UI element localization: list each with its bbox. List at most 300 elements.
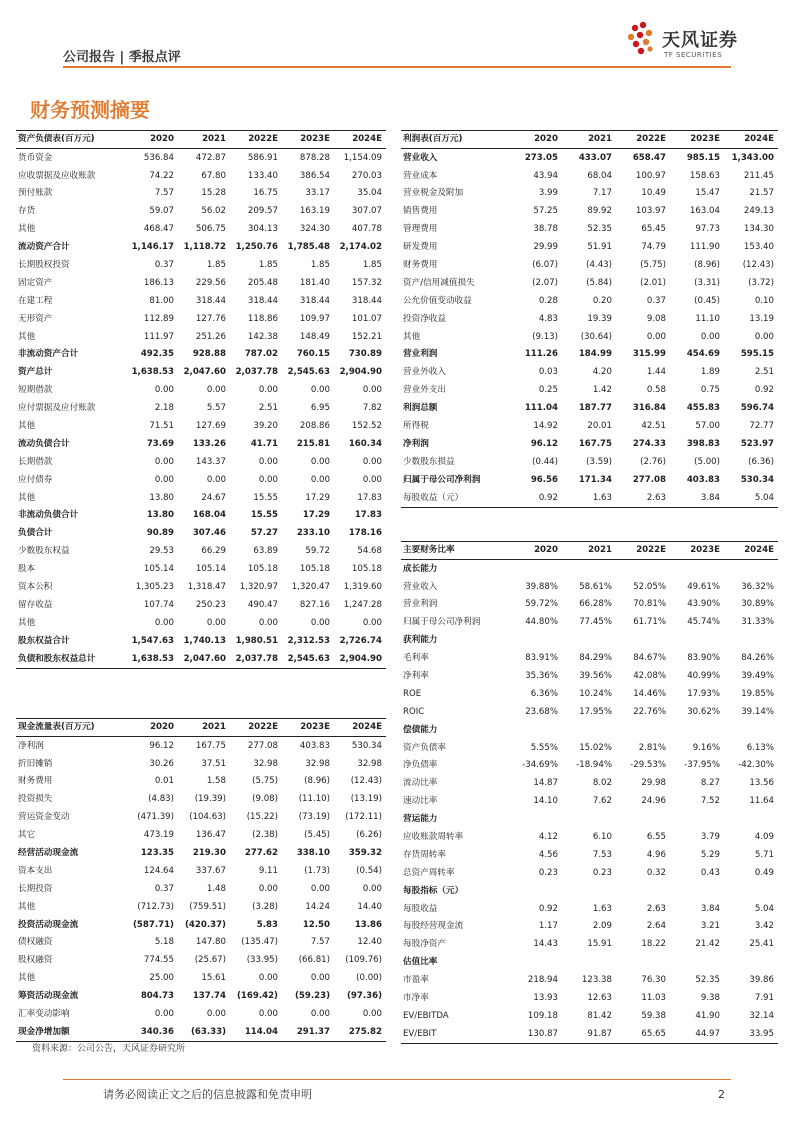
cell-value: 2,312.53 (287, 635, 330, 646)
table-row (16, 755, 386, 773)
table-row (16, 525, 386, 543)
row-label: 偿债能力 (403, 724, 438, 735)
row-label: 投资净收益 (403, 313, 446, 324)
cell-value: 0.00 (206, 1009, 226, 1019)
cell-value: 0.28 (538, 295, 558, 306)
cell-value: 3.42 (754, 921, 774, 932)
cell-value: 10.49 (641, 188, 666, 199)
table-row (401, 632, 778, 650)
cell-value: 8.02 (592, 778, 612, 789)
cell-value: 0.25 (538, 385, 558, 396)
cell-value: 25.41 (749, 939, 774, 950)
cell-value: 1.42 (592, 385, 612, 396)
row-label: 市盈率 (403, 975, 429, 986)
cell-value: 59.72 (305, 546, 330, 557)
table-row (401, 882, 778, 900)
cell-value (616, 810, 670, 828)
cell-value: 178.16 (348, 528, 382, 539)
cell-value: 171.34 (578, 474, 612, 485)
cell-value: 0.00 (154, 385, 174, 396)
row-label: 流动负债合计 (18, 438, 70, 449)
cell-value: 1.63 (562, 489, 616, 507)
cell-value: 1,785.48 (287, 242, 330, 253)
table-row (16, 880, 386, 898)
cell-value: 0.75 (700, 385, 720, 396)
row-label: 销售费用 (403, 206, 438, 217)
cell-value: 0.92 (508, 489, 562, 507)
cell-value: 43.90% (687, 599, 720, 610)
table-row (16, 507, 386, 525)
cell-value: 111.97 (143, 331, 174, 342)
cell-value: 15.47 (695, 188, 720, 199)
row-label: 投资损失 (18, 794, 53, 805)
cell-value: 137.74 (192, 991, 226, 1002)
table-row (401, 203, 778, 221)
column-header: 2020 (126, 719, 178, 737)
cell-value: 0.00 (362, 617, 382, 628)
cell-value: 152.21 (351, 331, 382, 342)
cell-value: 73.69 (146, 438, 174, 449)
cell-value (562, 632, 616, 650)
cell-value: (2.38) (252, 830, 278, 841)
cell-value: 49.61% (687, 581, 720, 592)
cell-value: 17.83 (354, 510, 382, 521)
cell-value: 124.64 (143, 865, 174, 876)
cell-value: 307.07 (351, 206, 382, 217)
cell-value: 184.99 (578, 349, 612, 360)
cell-value: 59.38 (641, 1010, 666, 1021)
cell-value: 304.13 (247, 224, 278, 235)
cell-value: 0.32 (646, 867, 666, 878)
table-row (16, 844, 386, 862)
column-header: 2022E (230, 719, 282, 737)
table-row (401, 382, 778, 400)
cell-value (562, 560, 616, 578)
table-row (16, 614, 386, 632)
cell-value: 35.04 (357, 188, 382, 199)
cell-value: 586.91 (247, 152, 278, 163)
cell-value: 1,740.13 (183, 635, 226, 646)
row-label: 营业成本 (403, 170, 438, 181)
cell-value: 4.20 (592, 367, 612, 378)
cell-value: 273.05 (524, 152, 558, 163)
cell-value: 15.55 (250, 510, 278, 521)
table-header-row (401, 542, 778, 560)
cell-value: 7.53 (592, 849, 612, 860)
cell-value: 97.73 (695, 224, 720, 235)
cell-value: 29.98 (641, 778, 666, 789)
cell-value: 324.30 (299, 224, 330, 235)
cell-value: 112.89 (143, 313, 174, 324)
cell-value (562, 721, 616, 739)
cell-value: 0.00 (258, 385, 278, 396)
cell-value (670, 560, 724, 578)
cell-value: 0.00 (258, 1009, 278, 1019)
row-label: 负债合计 (18, 528, 53, 539)
cell-value: 0.00 (310, 456, 330, 467)
cell-value: 0.00 (362, 385, 382, 396)
table-row (16, 791, 386, 809)
cell-value: 14.24 (305, 901, 330, 912)
cell-value: 7.62 (592, 796, 612, 807)
cell-value: 403.83 (686, 474, 720, 485)
row-label: 其他 (18, 901, 36, 912)
row-label: 长期股权投资 (18, 259, 70, 270)
cell-value: 89.92 (587, 206, 612, 217)
cell-value: 39.49% (741, 670, 774, 681)
footer-divider (63, 1079, 731, 1080)
cell-value: 270.03 (351, 170, 382, 181)
cell-value: (759.51) (189, 901, 226, 912)
table-row (16, 632, 386, 650)
cell-value: (2.76) (640, 456, 666, 467)
table-row (16, 934, 386, 952)
cell-value: 17.95% (579, 706, 612, 717)
source-note: 资料来源：公司公告，天风证券研究所 (32, 1044, 186, 1054)
row-label: EV/EBITDA (403, 1010, 449, 1021)
cell-value: (3.28) (252, 901, 278, 912)
table-row (16, 543, 386, 561)
cell-value: 25.00 (149, 973, 174, 984)
cell-value: 2,037.78 (235, 367, 278, 378)
cell-value: 1,547.63 (131, 635, 174, 646)
cell-value: 229.56 (195, 277, 226, 288)
cell-value: 9.08 (646, 313, 666, 324)
cell-value: 1,343.00 (731, 152, 774, 163)
cell-value: 1,247.28 (343, 599, 382, 610)
cell-value (508, 882, 562, 900)
row-label: 每股收益（元） (401, 489, 508, 507)
cell-value: 56.02 (201, 206, 226, 217)
table-row (16, 560, 386, 578)
cell-value: 1,638.53 (131, 367, 174, 378)
cell-value: 14.46% (633, 688, 666, 699)
cell-value: 105.14 (143, 564, 174, 575)
cell-value: 123.38 (581, 975, 612, 986)
column-header: 2023E (670, 542, 724, 560)
cell-value: 134.30 (743, 224, 774, 235)
cell-value: 15.61 (201, 973, 226, 984)
column-header: 2024E (724, 131, 778, 149)
cell-value: 96.12 (149, 740, 174, 751)
cell-value: 39.56% (579, 670, 612, 681)
cell-value: 163.19 (299, 206, 330, 217)
row-label: 研发费用 (403, 242, 438, 253)
cell-value: 1.63 (592, 903, 612, 914)
cell-value: 12.50 (302, 919, 330, 930)
cell-value: 11.03 (641, 993, 666, 1004)
cell-value: 1,320.97 (239, 582, 278, 593)
cell-value: 5.71 (754, 849, 774, 860)
cell-value: 1.44 (646, 367, 666, 378)
cell-value: 96.56 (530, 474, 558, 485)
cell-value (670, 721, 724, 739)
cell-value: 0.00 (258, 474, 278, 485)
row-label: 其他 (18, 421, 36, 431)
cell-value: 63.89 (253, 546, 278, 557)
cell-value: (73.19) (298, 812, 330, 823)
cell-value: 103.97 (635, 206, 666, 217)
cell-value: 233.10 (296, 528, 330, 539)
cell-value: 6.10 (592, 832, 612, 842)
cell-value: 38.78 (533, 224, 558, 235)
cell-value: 1,305.23 (135, 582, 174, 593)
cell-value: 32.98 (305, 758, 330, 769)
cell-value: 148.49 (299, 331, 330, 342)
cell-value: 0.00 (310, 385, 330, 396)
row-label: 每股指标（元） (403, 885, 464, 896)
cell-value: 506.75 (195, 224, 226, 235)
cell-value: 0.00 (258, 973, 278, 984)
cell-value: 11.64 (749, 796, 774, 807)
row-label: 折旧摊销 (18, 758, 53, 769)
table-row (401, 793, 778, 811)
row-label: 净利润 (403, 438, 429, 449)
row-label: 股本 (18, 564, 36, 575)
cell-value: 29.99 (533, 242, 558, 253)
cell-value: 42.51 (641, 421, 666, 431)
cell-value: 39.88% (525, 581, 558, 592)
cell-value: 928.88 (192, 349, 226, 360)
balance-sheet-table (16, 130, 386, 669)
row-label: 无形资产 (18, 313, 53, 324)
cell-value: 2,545.63 (282, 650, 334, 668)
cell-value: 17.29 (302, 510, 330, 521)
table-row (16, 346, 386, 364)
cell-value: 57.25 (533, 206, 558, 217)
row-label: 其他 (18, 224, 36, 235)
cell-value: 0.92 (754, 385, 774, 396)
cell-value: 804.73 (140, 991, 174, 1002)
table-row (401, 274, 778, 292)
cell-value: 1.17 (538, 921, 558, 932)
cell-value (616, 721, 670, 739)
cell-value: (12.43) (350, 776, 382, 787)
cell-value (724, 882, 778, 900)
financial-ratios-table (401, 541, 778, 1044)
cell-value: 84.67% (633, 653, 666, 664)
cell-value: 36.32% (741, 581, 774, 592)
cell-value: 127.76 (195, 313, 226, 324)
row-label: 归属于母公司净利润 (403, 617, 481, 628)
cell-value: 4.96 (646, 849, 666, 860)
cell-value: 114.04 (230, 1023, 282, 1041)
table-row (401, 292, 778, 310)
cell-value: 23.68% (525, 706, 558, 717)
cell-value: 0.00 (206, 474, 226, 485)
table-row (401, 614, 778, 632)
row-label: 市净率 (403, 993, 429, 1004)
table-row (16, 1005, 386, 1023)
cell-value: (0.45) (694, 295, 720, 306)
cell-value: 0.00 (362, 1009, 382, 1019)
cell-value (670, 810, 724, 828)
cell-value: 90.89 (146, 528, 174, 539)
cell-value: (587.71) (132, 919, 174, 930)
cell-value: 433.07 (578, 152, 612, 163)
cell-value: 730.89 (348, 349, 382, 360)
table-row (16, 399, 386, 417)
table-row (16, 221, 386, 239)
cell-value: 10.24% (579, 688, 612, 699)
row-label: 少数股东权益 (18, 546, 70, 557)
table-row (401, 828, 778, 846)
cell-value: 398.83 (686, 438, 720, 449)
table-row (16, 292, 386, 310)
cell-value: 6.36% (530, 688, 558, 699)
cell-value: 13.93 (533, 993, 558, 1004)
cell-value: 0.23 (592, 867, 612, 878)
row-label: 资本支出 (18, 865, 53, 876)
cell-value: 5.04 (724, 489, 778, 507)
cell-value (724, 954, 778, 972)
cell-value: 111.04 (524, 403, 558, 414)
cell-value: 1.85 (258, 259, 278, 270)
column-header: 2022E (230, 131, 282, 149)
cell-value: 0.00 (154, 474, 174, 485)
table-row (16, 809, 386, 827)
cell-value: 0.23 (538, 867, 558, 878)
cell-value: 59.07 (149, 206, 174, 217)
cell-value: 490.47 (247, 599, 278, 610)
cell-value: (712.73) (137, 901, 174, 912)
cell-value: 2.09 (592, 921, 612, 932)
cell-value: (172.11) (345, 812, 382, 823)
cell-value: 17.29 (305, 492, 330, 503)
table-row (16, 596, 386, 614)
row-label: 长期投资 (18, 883, 53, 894)
cell-value: (169.42) (236, 991, 278, 1002)
table-row (401, 864, 778, 882)
row-label: 留存收益 (18, 599, 53, 610)
table-row (16, 203, 386, 221)
cell-value: 0.00 (310, 973, 330, 984)
cell-value: 9.16% (692, 742, 720, 753)
cell-value: 5.29 (700, 849, 720, 860)
row-label: 长期借款 (18, 456, 53, 467)
cell-value: 5.83 (256, 919, 278, 930)
table-row (16, 256, 386, 274)
cell-value: 455.83 (686, 403, 720, 414)
cell-value: 291.37 (282, 1023, 334, 1041)
table-row (401, 578, 778, 596)
cell-value: 318.44 (247, 295, 278, 306)
table-row (16, 238, 386, 256)
cell-value: 101.07 (351, 313, 382, 324)
cell-value: 3.21 (700, 921, 720, 932)
cell-value: 827.16 (299, 599, 330, 610)
cell-value: 133.26 (192, 438, 226, 449)
cell-value: 51.91 (587, 242, 612, 253)
cell-value: 0.00 (310, 883, 330, 894)
row-label: 财务费用 (18, 776, 53, 787)
cell-value: 277.62 (244, 847, 278, 858)
cell-value: 13.19 (749, 313, 774, 324)
cell-value: 15.55 (253, 492, 278, 503)
row-label: 公允价值变动收益 (403, 295, 472, 306)
cell-value: 13.56 (749, 778, 774, 789)
table-row (401, 739, 778, 757)
table-row (401, 936, 778, 954)
cell-value: 109.97 (299, 313, 330, 324)
cell-value: (13.19) (350, 794, 382, 805)
cell-value: 0.58 (646, 385, 666, 396)
table-row (16, 149, 386, 167)
cell-value: 59.72% (525, 599, 558, 610)
row-label: 其他 (18, 973, 36, 984)
cell-value: 658.47 (632, 152, 666, 163)
cell-value: 0.10 (754, 295, 774, 306)
cell-value: 9.11 (258, 865, 278, 876)
cell-value: (8.96) (304, 776, 330, 787)
cell-value: 14.40 (357, 901, 382, 912)
row-label: 筹资活动现金流 (18, 991, 79, 1002)
cell-value: 9.38 (700, 993, 720, 1004)
table-row (401, 846, 778, 864)
column-header: 2023E (670, 131, 724, 149)
cell-value: 19.39 (587, 313, 612, 324)
cell-value: (2.07) (532, 277, 558, 288)
cell-value: 4.09 (754, 832, 774, 842)
cell-value: 318.44 (351, 295, 382, 306)
cell-value: 2,904.90 (339, 367, 382, 378)
table-row (16, 916, 386, 934)
row-label: 资产/信用减值损失 (403, 277, 475, 288)
cell-value: 57.00 (695, 421, 720, 431)
cell-value: 3.84 (670, 489, 724, 507)
row-label: 营业外支出 (403, 385, 446, 396)
row-label: 债权融资 (18, 937, 53, 948)
cell-value: (15.22) (246, 812, 278, 823)
table-row (401, 310, 778, 328)
cell-value: 0.00 (154, 1009, 174, 1019)
cell-value: 0.03 (538, 367, 558, 378)
column-header: 资产负债表(百万元) (16, 131, 126, 149)
cell-value: 136.47 (195, 830, 226, 841)
cell-value: 2,545.63 (287, 367, 330, 378)
cell-value (562, 810, 616, 828)
row-label: 营业外收入 (403, 367, 446, 378)
cell-value: 54.68 (357, 546, 382, 557)
row-label: 资产总计 (18, 367, 53, 378)
row-label: 营业收入 (403, 152, 438, 163)
cell-value: (6.07) (532, 259, 558, 270)
cell-value (616, 632, 670, 650)
table-row (16, 578, 386, 596)
cell-value: 107.74 (143, 599, 174, 610)
cell-value: (3.31) (694, 277, 720, 288)
row-label: 估值比率 (403, 957, 438, 968)
cell-value: 251.26 (195, 331, 226, 342)
cell-value: 6.95 (310, 403, 330, 414)
cell-value: 218.94 (527, 975, 558, 986)
cell-value: (0.54) (356, 865, 382, 876)
row-label: 速动比率 (403, 796, 438, 807)
table-row (16, 826, 386, 844)
cell-value: 277.08 (247, 740, 278, 751)
cell-value (724, 810, 778, 828)
cell-value: 1,250.76 (235, 242, 278, 253)
table-header-row (16, 719, 386, 737)
cell-value: 492.35 (140, 349, 174, 360)
cell-value (616, 882, 670, 900)
cell-value: 18.22 (641, 939, 666, 950)
cell-value: 2,037.78 (230, 650, 282, 668)
table-row (401, 328, 778, 346)
table-row (401, 256, 778, 274)
cell-value: (30.64) (580, 331, 612, 342)
cell-value: 316.84 (632, 403, 666, 414)
